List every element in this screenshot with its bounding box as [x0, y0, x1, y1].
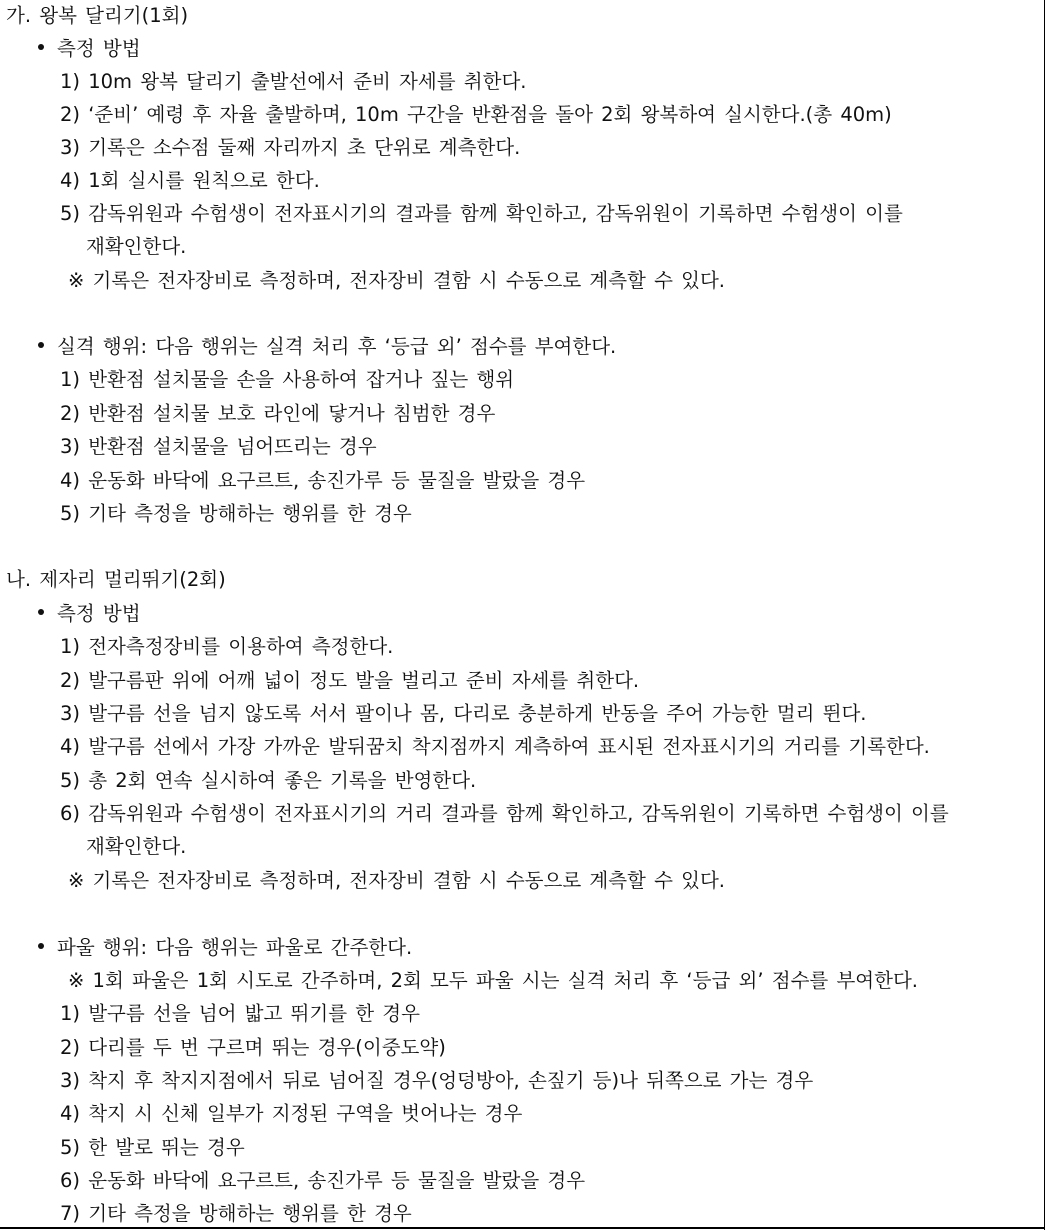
- list-item: 5) 감독위원과 수험생이 전자표시기의 결과를 함께 확인하고, 감독위원이 기록하면 수험생이 이를: [60, 202, 903, 225]
- violation-title-text: 파울 행위: 다음 행위는 파울로 간주한다.: [57, 936, 413, 959]
- violation-title-text: 실격 행위: 다음 행위는 실격 처리 후 ‘등급 외’ 점수를 부여한다.: [57, 335, 617, 358]
- list-item: 5) 총 2회 연속 실시하여 좋은 기록을 반영한다.: [60, 769, 477, 792]
- list-item: 5) 한 발로 뛰는 경우: [60, 1136, 245, 1159]
- method-title: [38, 35, 141, 63]
- list-item: 6) 감독위원과 수험생이 전자표시기의 거리 결과를 함께 확인하고, 감독위원이 기록하면 수험생이 이를: [60, 802, 949, 825]
- method-note: ※ 기록은 전자장비로 측정하며, 전자장비 결함 시 수동으로 계측할 수 있다.: [68, 869, 725, 892]
- violation-note: ※ 1회 파울은 1회 시도로 간주하며, 2회 모두 파울 시는 실격 처리 후 ‘등급 외’ 점수를 부여한다.: [68, 969, 918, 992]
- violation-title: [38, 934, 412, 962]
- bullet-dot: [38, 44, 44, 50]
- bottom-rule: [0, 1227, 1045, 1229]
- list-item: 4) 운동화 바닥에 요구르트, 송진가루 등 물질을 발랐을 경우: [60, 469, 586, 492]
- list-item: 1) 전자측정장비를 이용하여 측정한다.: [60, 635, 394, 658]
- list-item: 2) 반환점 설치물 보호 라인에 닿거나 침범한 경우: [60, 402, 496, 425]
- list-item: 7) 기타 측정을 방해하는 행위를 한 경우: [60, 1202, 412, 1225]
- section-heading-standing-long-jump: 나. 제자리 멀리뛰기(2회): [6, 568, 226, 591]
- list-item: 6) 운동화 바닥에 요구르트, 송진가루 등 물질을 발랐을 경우: [60, 1169, 586, 1192]
- bullet-dot: [38, 609, 44, 615]
- list-item: 1) 발구름 선을 넘어 밟고 뛰기를 한 경우: [60, 1002, 420, 1025]
- bullet-dot: [38, 342, 44, 348]
- method-title-text: 측정 방법: [57, 37, 141, 60]
- method-note: ※ 기록은 전자장비로 측정하며, 전자장비 결함 시 수동으로 계측할 수 있다.: [68, 269, 725, 292]
- list-item: 3) 기록은 소수점 둘째 자리까지 초 단위로 계측한다.: [60, 136, 521, 159]
- list-item-continuation: 재확인한다.: [86, 835, 187, 858]
- violation-title: [38, 333, 616, 361]
- list-item: 4) 발구름 선에서 가장 가까운 발뒤꿈치 착지점까지 계측하여 표시된 전자표시기의 거리를 기록한다.: [60, 735, 930, 758]
- list-item: 3) 발구름 선을 넘지 않도록 서서 팔이나 몸, 다리로 충분하게 반동을 주어 가능한 멀리 뛴다.: [60, 702, 867, 725]
- list-item: 3) 착지 후 착지지점에서 뒤로 넘어질 경우(엉덩방아, 손짚기 등)나 뒤쪽으로 가는 경우: [60, 1069, 814, 1092]
- bullet-dot: [38, 943, 44, 949]
- list-item: 1) 10m 왕복 달리기 출발선에서 준비 자세를 취한다.: [60, 70, 527, 93]
- list-item: 2) 다리를 두 번 구르며 뛰는 경우(이중도약): [60, 1036, 446, 1059]
- list-item-continuation: 재확인한다.: [86, 235, 187, 258]
- method-title: [38, 600, 141, 628]
- method-title-text: 측정 방법: [57, 602, 141, 625]
- list-item: 1) 반환점 설치물을 손을 사용하여 잡거나 짚는 행위: [60, 368, 515, 391]
- list-item: 4) 착지 시 신체 일부가 지정된 구역을 벗어나는 경우: [60, 1102, 523, 1125]
- list-item: 2) ‘준비’ 예령 후 자율 출발하며, 10m 구간을 반환점을 돌아 2회 왕복하여 실시한다.(총 40m): [60, 103, 892, 126]
- list-item: 4) 1회 실시를 원칙으로 한다.: [60, 169, 320, 192]
- section-heading-shuttle-run: 가. 왕복 달리기(1회): [6, 4, 189, 27]
- list-item: 3) 반환점 설치물을 넘어뜨리는 경우: [60, 435, 377, 458]
- list-item: 2) 발구름판 위에 어깨 넓이 정도 발을 벌리고 준비 자세를 취한다.: [60, 669, 640, 692]
- list-item: 5) 기타 측정을 방해하는 행위를 한 경우: [60, 502, 412, 525]
